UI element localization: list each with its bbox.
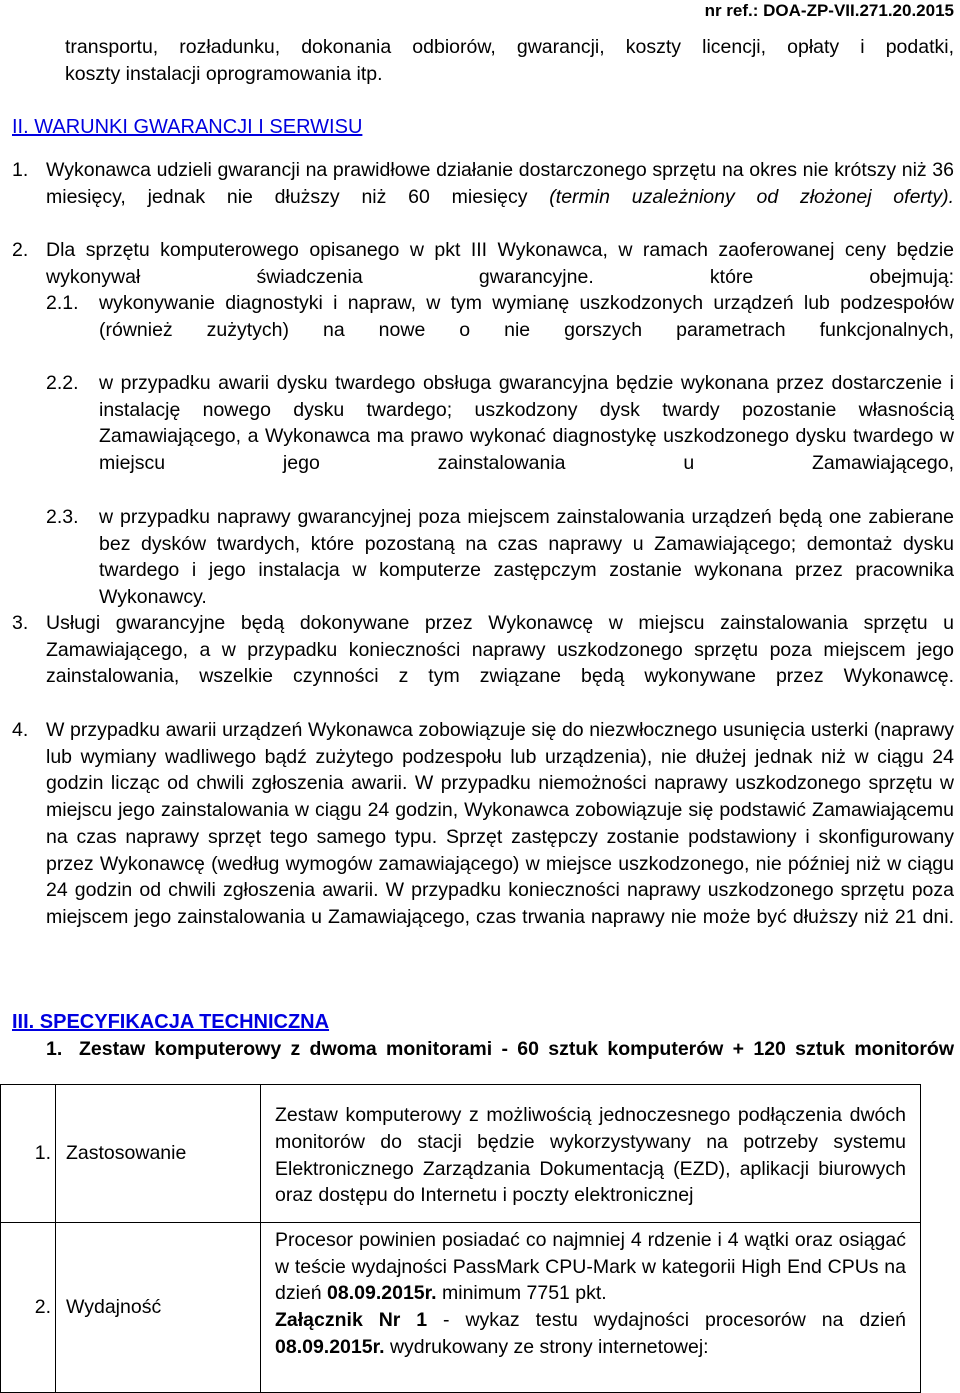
item-3-text: Usługi gwarancyjne będą dokonywane przez Wykonawcę w miejscu zainstalowania sprzętu u Zamawiającego, a w przypadku konieczności naprawy uszkodzonego sprzętu poza miejscem jego zainstalowania, wszelkie czynności z tym związane będą wykonywane przez Wykonawcę. bbox=[46, 612, 954, 688]
row-1-text: Zestaw komputerowy z możliwością jednoczesnego podłączenia dwóch monitorów do stacji będzie wykorzystywany na potrzeby systemu Elektronicznego Zarządzania Dokumentacją (EZD), aplikacji biurowych oraz dostępu do Internetu i poczty elektronicznej bbox=[261, 1085, 921, 1223]
row-2-date-1: 08.09.2015r. bbox=[327, 1282, 437, 1305]
row-2-text bbox=[261, 1223, 921, 1393]
row-1-number: 1. bbox=[1, 1085, 56, 1223]
row-2-label: Wydajność bbox=[56, 1223, 261, 1393]
table-row bbox=[1, 1085, 921, 1223]
item-1-text-main: Wykonawca udzieli gwarancji na prawidłowe działanie dostarczonego sprzętu na okres nie krótszy niż 36 miesięcy, jednak nie dłuższy niż 60 miesięcy bbox=[46, 159, 954, 208]
row-2-date-2: 08.09.2015r. bbox=[275, 1335, 385, 1358]
intro-line-1: transportu, rozładunku, dokonania odbiorów, gwarancji, koszty licencji, opłaty i podatki, bbox=[65, 36, 954, 58]
item-2-2-number: 2.2. bbox=[46, 372, 79, 394]
table-row bbox=[1, 1223, 921, 1393]
row-2-text-c: - wykaz testu wydajności procesorów na dzień bbox=[427, 1309, 906, 1332]
specification-table bbox=[0, 1084, 921, 1393]
item-2-3-text: w przypadku naprawy gwarancyjnej poza miejscem zainstalowania urządzeń będą one zabierane bez dysków twardych, które pozostaną na czas naprawy u Zamawiającego; demontaż dysku twardego i jego instalacja w komputerze zastępczym zostanie wykonana przez pracownika Wykonawcy. bbox=[99, 506, 954, 609]
item-2-number: 2. bbox=[12, 239, 29, 261]
row-2-number: 2. bbox=[1, 1223, 56, 1393]
row-2-text-a: Procesor powinien posiadać co najmniej 4 rdzenie i 4 wątki oraz osiągać w teście wydajności PassMark CPU-Mark w kategorii High End CPUs na dzień bbox=[275, 1229, 906, 1305]
row-2-text-b: minimum 7751 pkt. bbox=[436, 1282, 607, 1305]
row-2-attachment-label: Załącznik Nr 1 bbox=[275, 1309, 428, 1332]
item-2-text: Dla sprzętu komputerowego opisanego w pkt III Wykonawca, w ramach zaoferowanej ceny będzie wykonywał świadczenia gwarancyjne. które obejmują: bbox=[46, 239, 954, 288]
item-3-number: 3. bbox=[12, 612, 29, 634]
item-4-text: W przypadku awarii urządzeń Wykonawca zobowiązuje się do niezwłocznego usunięcia usterki (naprawy lub wymiany wadliwego bądź zużytego podzespołu lub urządzenia), nie dłużej jednak niż w ciągu 24 godzin licząc od chwili zgłoszenia awarii. W przypadku niemożności naprawy uszkodzonego sprzętu w miejscu jego zainstalowania w ciągu 24 godzin, Wykonawca zobowiązuje się podstawić Zamawiającemu na czas naprawy sprzęt tego samego typu. Sprzęt zastępczy zostanie podstawiony i skonfigurowany przez Wykonawcę (według wymogów zamawiającego) w miejsce uszkodzonego, nie później niż w ciągu 24 godzin od chwili zgłoszenia awarii. W przypadku konieczności naprawy uszkodzonego sprzętu poza miejscem jego zainstalowania u Zamawiającego, czas trwania naprawy nie może być dłuższy niż 21 dni. bbox=[46, 719, 954, 928]
row-1-label: Zastosowanie bbox=[56, 1085, 261, 1223]
section-heading-specification: III. SPECYFIKACJA TECHNICZNA bbox=[12, 1011, 330, 1033]
spec-item-1-heading: Zestaw komputerowy z dwoma monitorami - 60 sztuk komputerów + 120 sztuk monitorów bbox=[79, 1038, 954, 1060]
section-heading-warranty: II. WARUNKI GWARANCJI I SERWISU bbox=[12, 116, 363, 138]
item-2-2-text: w przypadku awarii dysku twardego obsługa gwarancyjna będzie wykonana przez dostarczenie i instalację nowego dysku twardego; uszkodzony dysk twardy pozostanie własnością Zamawiającego, a Wykonawca ma prawo wykonać diagnostykę uszkodzonego dysku twardego w miejscu jego zainstalowania u Zamawiającego, bbox=[99, 372, 954, 475]
row-2-text-d: wydrukowany ze strony internetowej: bbox=[384, 1335, 709, 1358]
reference-number: nr ref.: DOA-ZP-VII.271.20.2015 bbox=[704, 1, 954, 20]
item-1-text-italic: (termin uzależniony od złożonej oferty). bbox=[549, 185, 954, 208]
spec-item-1-number: 1. bbox=[46, 1038, 63, 1060]
item-2-1-text: wykonywanie diagnostyki i napraw, w tym wymianę uszkodzonych urządzeń lub podzespołów (również zużytych) na nowe o nie gorszych parametrach funkcjonalnych, bbox=[99, 292, 954, 341]
item-2-3-number: 2.3. bbox=[46, 506, 79, 528]
item-2-1-number: 2.1. bbox=[46, 292, 79, 314]
item-1-number: 1. bbox=[12, 159, 29, 181]
item-1-text bbox=[46, 157, 954, 237]
intro-line-2: koszty instalacji oprogramowania itp. bbox=[65, 63, 383, 85]
item-4-number: 4. bbox=[12, 719, 29, 741]
